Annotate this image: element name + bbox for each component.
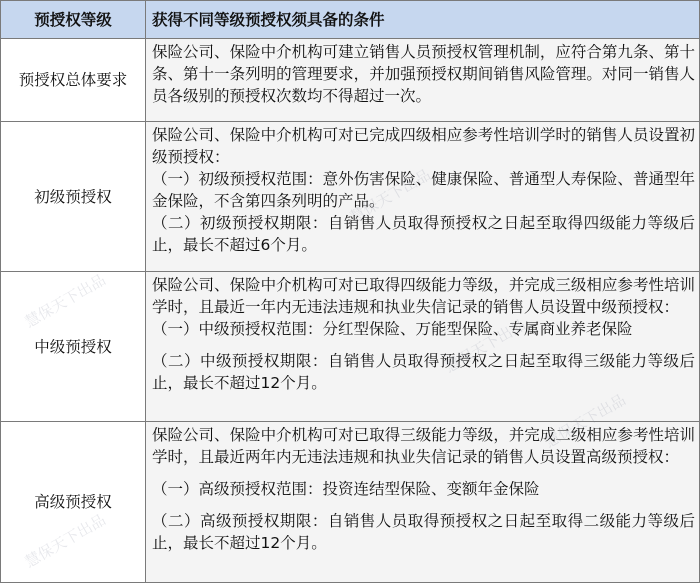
- header-level: 预授权等级: [1, 1, 146, 39]
- condition-paragraph: 保险公司、保险中介机构可对已取得三级能力等级，并完成二级相应参考性培训学时，且最近两年内无违法违规和执业失信记录的销售人员设置高级预授权：: [152, 426, 695, 466]
- condition-paragraph: 保险公司、保险中介机构可建立销售人员预授权管理机制，应符合第九条、第十条、第十一条列明的管理要求，并加强预授权期间销售风险管理。对同一销售人员各级别的预授权次数均不得超过一次。: [152, 43, 695, 105]
- condition-paragraph: （一）初级预授权范围：意外伤害保险、健康保险、普通型人寿保险、普通型年金保险，不含第四条列明的产品。: [152, 170, 695, 210]
- condition-paragraph: （一）高级预授权范围：投资连结型保险、变额年金保险: [152, 480, 540, 498]
- condition-paragraph: （二）高级预授权期限：自销售人员取得预授权之日起至取得二级能力等级后止，最长不超过12个月。: [152, 512, 695, 552]
- conditions-cell: [146, 422, 700, 583]
- level-cell: 初级预授权: [1, 122, 146, 272]
- condition-paragraph: （一）中级预授权范围：分红型保险、万能型保险、专属商业养老保险: [152, 320, 633, 338]
- condition-paragraph: （二）中级预授权期限：自销售人员取得预授权之日起至取得三级能力等级后止，最长不超过12个月。: [152, 352, 695, 392]
- conditions-cell: [146, 122, 700, 272]
- level-cell: 高级预授权: [1, 422, 146, 583]
- conditions-cell: [146, 272, 700, 422]
- watermark: 慧保天下出品: [21, 510, 109, 572]
- level-cell: 中级预授权: [1, 272, 146, 422]
- header-conditions: 获得不同等级预授权须具备的条件: [146, 1, 700, 39]
- table-row: [1, 122, 700, 272]
- level-cell: 预授权总体要求: [1, 39, 146, 122]
- table-header-row: [1, 1, 700, 39]
- table-row: [1, 39, 700, 122]
- condition-paragraph: 保险公司、保险中介机构可对已完成四级相应参考性培训学时的销售人员设置初级预授权：: [152, 126, 695, 166]
- watermark: 慧保天下出品: [21, 270, 109, 332]
- condition-paragraph: （二）初级预授权期限：自销售人员取得预授权之日起至取得四级能力等级后止，最长不超过6个月。: [152, 214, 695, 254]
- conditions-cell: [146, 39, 700, 122]
- table-row: [1, 422, 700, 583]
- condition-paragraph: 保险公司、保险中介机构可对已取得四级能力等级，并完成三级相应参考性培训学时，且最近一年内无违法违规和执业失信记录的销售人员设置中级预授权：: [152, 276, 695, 316]
- table-row: [1, 272, 700, 422]
